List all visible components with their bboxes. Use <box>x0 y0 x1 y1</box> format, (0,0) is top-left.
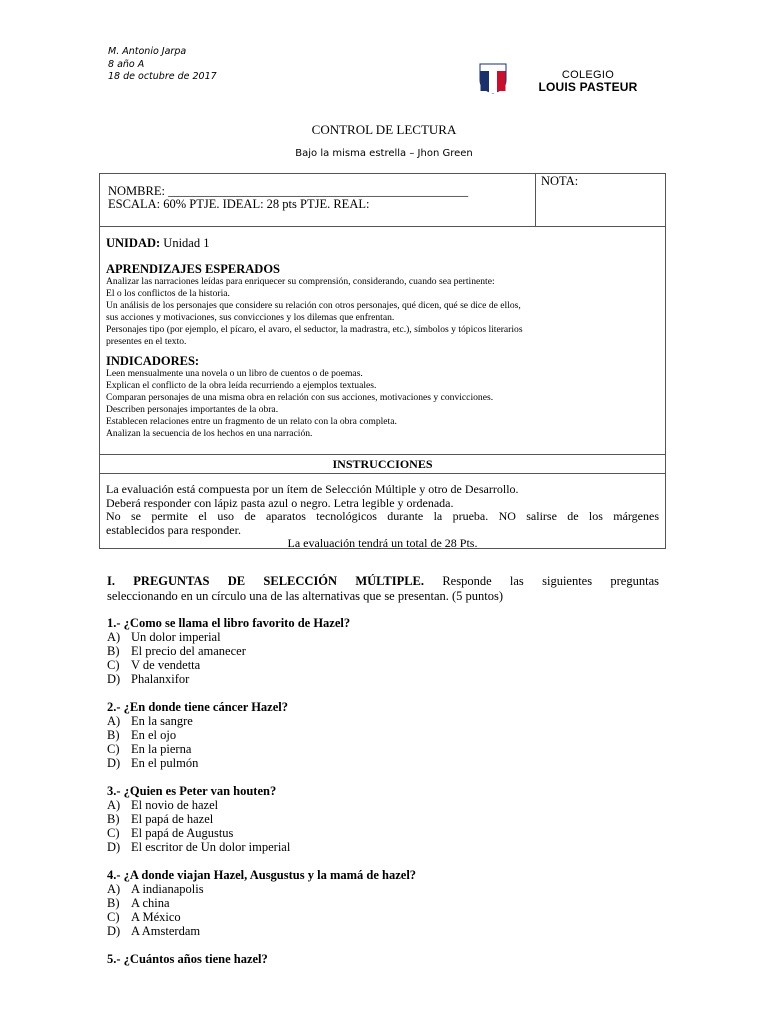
option-text: En la pierna <box>131 742 192 756</box>
instructions-box <box>99 454 666 549</box>
option-letter: D) <box>107 756 121 770</box>
option-letter: B) <box>107 896 120 910</box>
option-letter: B) <box>107 728 120 742</box>
indicador-line: Establecen relaciones entre un fragmento de un relato con la obra completa. <box>106 416 397 428</box>
option-letter: C) <box>107 742 120 756</box>
answer-option[interactable] <box>107 714 288 728</box>
option-text: En el ojo <box>131 728 177 742</box>
instruction-line: La evaluación tendrá un total de 28 Pts. <box>287 536 478 550</box>
indicadores-heading: INDICADORES: <box>106 354 200 369</box>
section-1-text: seleccionando en un círculo una de las alternativas que se presentan. (5 puntos) <box>107 588 504 603</box>
aprendizaje-line: El o los conflictos de la historia. <box>106 287 230 299</box>
question-5 <box>107 952 268 966</box>
unidad-value: Unidad 1 <box>160 236 210 250</box>
school-shield-icon <box>478 62 508 94</box>
aprendizaje-line: Analizar las narraciones leídas para enriquecer su comprensión, considerando, cuando sea pertinente: <box>106 276 495 287</box>
nombre-field[interactable]: NOMBRE: ________________________________________________ <box>108 184 469 198</box>
question-1 <box>107 616 350 686</box>
question-text: 3.- ¿Quien es Peter van houten? <box>107 784 277 798</box>
answer-option[interactable] <box>107 812 290 826</box>
indicador-line: Describen personajes importantes de la obra. <box>106 404 279 416</box>
option-text: A china <box>131 896 170 910</box>
page-title: CONTROL DE LECTURA <box>311 122 457 137</box>
header-meta <box>108 46 217 84</box>
question-text: 2.- ¿En donde tiene cáncer Hazel? <box>107 700 288 714</box>
answer-option[interactable] <box>107 924 416 938</box>
option-text: El papá de hazel <box>131 812 214 826</box>
escala-line: ESCALA: 60% PTJE. IDEAL: 28 pts PTJE. REAL: <box>108 197 370 211</box>
option-letter: B) <box>107 812 120 826</box>
instruction-line: La evaluación está compuesta por un ítem de Selección Múltiple y otro de Desarrollo. <box>106 482 519 496</box>
indicador-line: Explican el conflicto de la obra leída recurriendo a ejemplos textuales. <box>106 380 377 392</box>
option-text: A México <box>131 910 181 924</box>
aprendizaje-line: Personajes tipo (por ejemplo, el pícaro, el avaro, el seductor, la madrastra, etc.), símbolos y tópicos literarios <box>106 323 523 335</box>
student-name: M. Antonio Jarpa <box>108 46 187 57</box>
learning-objectives-box <box>99 226 666 455</box>
option-text: Un dolor imperial <box>131 630 221 644</box>
indicador-line: Leen mensualmente una novela o un libro de cuentos o de poemas. <box>106 368 363 380</box>
option-text: El papá de Augustus <box>131 826 234 840</box>
answer-option[interactable] <box>107 840 290 854</box>
option-text: El novio de hazel <box>131 798 219 812</box>
option-text: El precio del amanecer <box>131 644 246 658</box>
option-text: En el pulmón <box>131 756 199 770</box>
option-text: A Amsterdam <box>131 924 201 938</box>
answer-option[interactable] <box>107 672 350 686</box>
option-letter: A) <box>107 630 121 644</box>
option-letter: D) <box>107 672 121 686</box>
option-letter: D) <box>107 924 121 938</box>
student-grade: 8 año A <box>108 58 145 70</box>
question-text: 4.- ¿A donde viajan Hazel, Ausgustus y la mamá de hazel? <box>107 868 417 882</box>
indicadores-list <box>106 368 659 439</box>
divider <box>100 473 665 474</box>
section-1-intro <box>107 574 659 603</box>
student-info-box <box>99 173 666 227</box>
divider <box>535 174 536 226</box>
option-letter: C) <box>107 910 120 924</box>
aprendizaje-line: presentes en el texto. <box>106 335 187 347</box>
option-text: V de vendetta <box>131 658 201 672</box>
question-3 <box>107 784 290 854</box>
instruction-line: establecidos para responder. <box>106 522 241 537</box>
instruction-line: No se permite el uso de aparatos tecnológicos durante la prueba. NO salirse de los márgenes <box>106 509 659 523</box>
aprendizajes-list <box>106 276 659 347</box>
option-text: El escritor de Un dolor imperial <box>131 840 291 854</box>
question-text: 1.- ¿Como se llama el libro favorito de Hazel? <box>107 616 351 630</box>
instruction-line: Deberá responder con lápiz pasta azul o negro. Letra legible y ordenada. <box>106 495 454 510</box>
logo-line1: COLEGIO <box>561 69 615 81</box>
option-text: Phalanxifor <box>131 672 190 686</box>
question-text: 5.- ¿Cuántos años tiene hazel? <box>107 952 268 966</box>
answer-option[interactable] <box>107 728 288 742</box>
option-text: En la sangre <box>131 714 193 728</box>
exam-date: 18 de octubre de 2017 <box>108 71 217 82</box>
answer-option[interactable] <box>107 630 350 644</box>
option-letter: C) <box>107 658 120 672</box>
page-subtitle: Bajo la misma estrella – Jhon Green <box>295 148 473 159</box>
option-letter: A) <box>107 714 121 728</box>
answer-option[interactable] <box>107 756 288 770</box>
option-text: A indianapolis <box>131 882 204 896</box>
aprendizaje-line: Un análisis de los personajes que considere su relación con otros personajes, qué dicen, qué se dice de ellos, <box>106 299 521 311</box>
instructions-heading: INSTRUCCIONES <box>332 457 433 471</box>
aprendizaje-line: sus acciones y motivaciones, sus convicciones y los dilemas que enfrentan. <box>106 311 395 323</box>
option-letter: D) <box>107 840 121 854</box>
school-logo <box>478 62 646 94</box>
option-letter: C) <box>107 826 120 840</box>
indicador-line: Analizan la secuencia de los hechos en una narración. <box>106 427 313 439</box>
option-letter: A) <box>107 882 121 896</box>
answer-option[interactable] <box>107 826 290 840</box>
nota-field[interactable]: NOTA: <box>541 174 579 188</box>
answer-option[interactable] <box>107 798 290 812</box>
section-1-text: Responde las siguientes preguntas <box>424 574 659 588</box>
indicador-line: Comparan personajes de una misma obra en relación con sus acciones, motivaciones y convicciones. <box>106 392 494 404</box>
unidad-label: UNIDAD: <box>106 236 161 250</box>
answer-option[interactable] <box>107 910 416 924</box>
answer-option[interactable] <box>107 742 288 756</box>
answer-option[interactable] <box>107 896 416 910</box>
option-letter: A) <box>107 798 121 812</box>
option-letter: B) <box>107 644 120 658</box>
answer-option[interactable] <box>107 644 350 658</box>
answer-option[interactable] <box>107 882 416 896</box>
question-2 <box>107 700 288 770</box>
section-1-heading: I. PREGUNTAS DE SELECCIÓN MÚLTIPLE. <box>107 574 425 588</box>
aprendizajes-heading: APRENDIZAJES ESPERADOS <box>106 262 280 276</box>
question-4 <box>107 868 416 938</box>
answer-option[interactable] <box>107 658 350 672</box>
logo-line2: LOUIS PASTEUR <box>538 80 638 94</box>
